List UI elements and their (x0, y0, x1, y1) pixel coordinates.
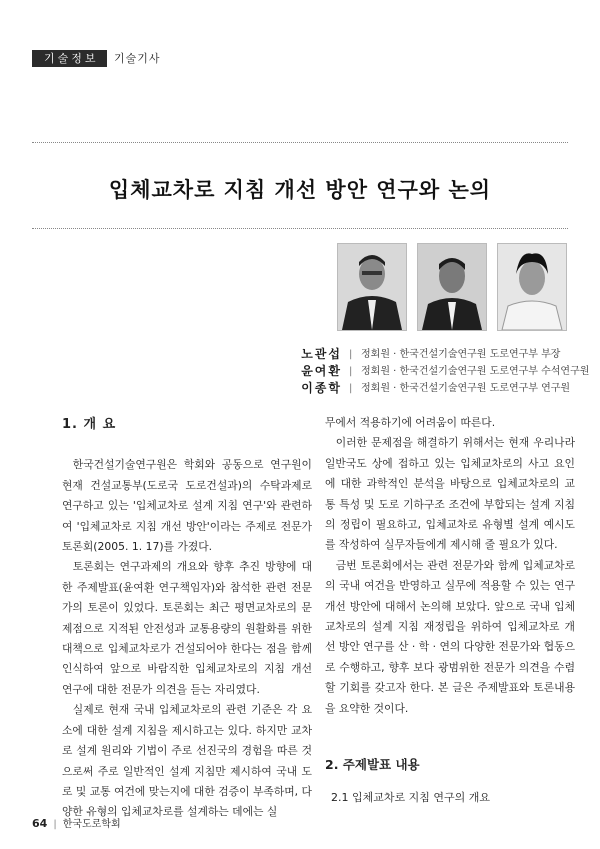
page-number: 64 (32, 817, 48, 830)
top-divider (32, 142, 568, 143)
paragraph: 한국건설기술연구원은 학회와 공동으로 연구원이 현재 건설교통부(도로국 도로건설과)의 수탁과제로 연구하고 있는 '입체교차로 설계 지침 연구'와 관련하여 '입체교차로 지침 개선 방안'이라는 주제로 전문가 토론회(2005. 1. 17)를 가졌다. (62, 458, 312, 554)
author-row: 이종학 | 정회원 · 한국건설기술연구원 도로연구부 연구원 (301, 381, 571, 395)
publication-name: 한국도로학회 (62, 819, 121, 830)
author-affiliation: 정회원 · 한국건설기술연구원 도로연구부 연구원 (361, 383, 571, 394)
left-column (62, 413, 312, 823)
right-column (325, 413, 575, 808)
section-tag: 기술정보 (32, 50, 107, 67)
author-affiliation: 정회원 · 한국건설기술연구원 도로연구부 부장 (361, 349, 561, 360)
author-name: 윤여환 (301, 364, 342, 378)
paragraph: 금번 토론회에서는 관련 전문가와 함께 입체교차로의 국내 여건을 반영하고 실무에 적용할 수 있는 연구 개선 방안에 대해서 논의해 보았다. 앞으로 국내 입체교차로의 설계 지침 재정립을 위하여 입체교차로 개선 방안 연구를 산 · 학 · 연의 다양한 전문가와 협동으로 수행하고, 향후 보다 광범위한 전문가 의견을 수렴할 기회를 갖고자 한다. 본 글은 주제발표와 토론내용을 요약한 것이다. (325, 558, 575, 715)
section-2-heading: 2. 주제발표 내용 (325, 757, 420, 773)
paragraph: 토론회는 연구과제의 개요와 향후 추진 방향에 대한 주제발표(윤여환 연구책임자)와 참석한 관련 전문가의 토론이 있었다. 토론회는 최근 평면교차로의 문제점으로 지적된 안전성과 교통용량의 원활화를 위한 대책으로 입체교차로가 건설되어야 한다는 점을 함께 인식하여 앞으로 바람직한 입체교차로의 지침 개선 연구에 대한 전문가 의견을 듣는 자리였다. (62, 560, 312, 696)
section-2-1-heading: 2.1 입체교차로 지침 연구의 개요 (331, 790, 490, 804)
author-photo-1 (337, 243, 407, 331)
page-footer: 64 | 한국도로학회 (32, 817, 121, 830)
author-photo-3 (497, 243, 567, 331)
author-photo-2 (417, 243, 487, 331)
paragraph: 이러한 문제점을 해결하기 위해서는 현재 우리나라 일반국도 상에 접하고 있는 입체교차로의 사고 요인에 대한 과학적인 분석을 바탕으로 입체교차로의 교통 특성 및 도로 기하구조 조건에 부합되는 설계 지침의 정립이 필요하고, 입체교차로 유형별 설계 예시도를 작성하여 실무자들에게 제시해 줄 필요가 있다. (325, 436, 575, 552)
article-title: 입체교차로 지침 개선 방안 연구와 논의 (108, 178, 492, 202)
author-name: 노관섭 (301, 347, 342, 361)
author-affiliation: 정회원 · 한국건설기술연구원 도로연구부 수석연구원 (361, 366, 590, 377)
author-row: 노관섭 | 정회원 · 한국건설기술연구원 도로연구부 부장 (301, 347, 561, 361)
author-name: 이종학 (301, 381, 342, 395)
author-row: 윤여환 | 정회원 · 한국건설기술연구원 도로연구부 수석연구원 (301, 364, 590, 378)
author-list (300, 346, 590, 397)
title-divider (32, 228, 568, 229)
section-subtitle: 기술기사 (114, 52, 161, 65)
paragraph: 실제로 현재 국내 입체교차로의 관련 기준은 각 요소에 대한 설계 지침을 제시하고는 있다. 하지만 교차로 설계 원리와 기법이 주로 선진국의 경험을 따른 것으로써 주로 일반적인 설계 지침만 제시하여 국내 도로 및 교통 여건에 맞는지에 대한 검증이 부족하며, 다양한 유형의 입체교차로를 설계하는 데에는 실 (62, 703, 312, 819)
section-1-heading: 1. 개 요 (62, 417, 117, 432)
paragraph: 무에서 적용하기에 어려움이 따른다. (325, 416, 496, 429)
